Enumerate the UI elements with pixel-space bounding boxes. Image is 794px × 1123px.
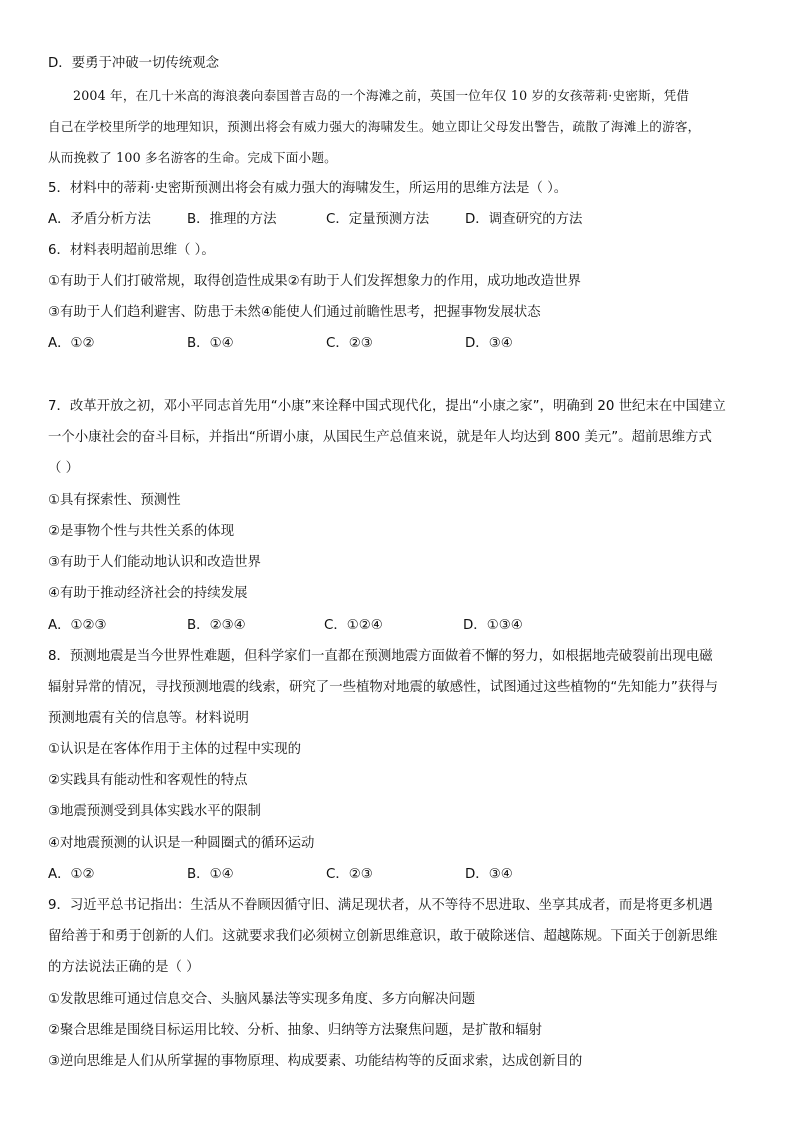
- question-6-stem: 6．材料表明超前思维（ ）。: [48, 243, 215, 258]
- question-8-stem-line-1: 8．预测地震是当今世界性难题，但科学家们一直都在预测地震方面做着不懈的努力，如根据地壳破裂前出现电磁: [48, 649, 713, 664]
- question-7-stem-line-1: 7．改革开放之初，邓小平同志首先用“小康”来诠释中国式现代化，提出“小康之家”，明确到 20 世纪末在中国建立: [48, 399, 726, 414]
- q8-item-3: ③地震预测受到具体实践水平的限制: [48, 804, 261, 819]
- q8-option-d[interactable]: D．③④: [465, 867, 513, 882]
- q5-option-b[interactable]: B．推理的方法: [187, 212, 277, 227]
- question-8-stem-line-2: 辐射异常的情况，寻找预测地震的线索，研究了一些植物对地震的敏感性，试图通过这些植物的“先知能力”获得与: [48, 680, 719, 695]
- question-5-options: [48, 210, 748, 230]
- q7-item-3: ③有助于人们能动地认识和改造世界: [48, 555, 261, 570]
- q6-item-1-2: ①有助于人们打破常规，取得创造性成果②有助于人们发挥想象力的作用，成功地改造世界: [48, 274, 581, 289]
- q7-item-4: ④有助于推动经济社会的持续发展: [48, 586, 248, 601]
- q8-option-b[interactable]: B．①④: [187, 867, 234, 882]
- q7-item-1: ①具有探索性、预测性: [48, 493, 181, 508]
- question-9-stem-line-2: 留给善于和勇于创新的人们。这就要求我们必须树立创新思维意识，敢于破除迷信、超越陈规。下面关于创新思维: [48, 929, 718, 944]
- material-paragraph-line-1: 2004 年，在几十米高的海浪袭向泰国普吉岛的一个海滩之前，英国一位年仅 10 岁的女孩蒂莉·史密斯，凭借: [73, 88, 690, 103]
- q7-option-a[interactable]: A．①②③: [48, 618, 107, 633]
- q7-item-2: ②是事物个性与共性关系的体现: [48, 524, 235, 539]
- question-8-options: [48, 865, 748, 885]
- question-9-stem-line-1: 9．习近平总书记指出：生活从不眷顾因循守旧、满足现状者，从不等待不思进取、坐享其成者，而是将更多机遇: [48, 898, 713, 913]
- q8-item-2: ②实践具有能动性和客观性的特点: [48, 773, 248, 788]
- q8-item-4: ④对地震预测的认识是一种圆圈式的循环运动: [48, 836, 315, 851]
- q8-option-c[interactable]: C．②③: [326, 867, 373, 882]
- q6-option-c[interactable]: C．②③: [326, 336, 373, 351]
- q6-option-a[interactable]: A．①②: [48, 336, 95, 351]
- option-d-previous-question: D．要勇于冲破一切传统观念: [48, 56, 219, 71]
- q5-option-d[interactable]: D．调查研究的方法: [465, 212, 583, 227]
- material-paragraph-line-3: 从而挽救了 100 多名游客的生命。完成下面小题。: [48, 150, 337, 165]
- q8-item-1: ①认识是在客体作用于主体的过程中实现的: [48, 742, 302, 757]
- q6-option-d[interactable]: D．③④: [465, 336, 513, 351]
- q6-item-3-4: ③有助于人们趋利避害、防患于未然④能使人们通过前瞻性思考，把握事物发展状态: [48, 305, 541, 320]
- q7-option-c[interactable]: C．①②④: [324, 618, 383, 633]
- question-9-stem-line-3: 的方法说法正确的是（ ）: [48, 960, 200, 975]
- question-5-stem: 5．材料中的蒂莉·史密斯预测出将会有威力强大的海啸发生，所运用的思维方法是（ ）。: [48, 181, 568, 196]
- question-7-options: [48, 616, 748, 636]
- material-paragraph-line-2: 自己在学校里所学的地理知识，预测出将会有威力强大的海啸发生。她立即让父母发出警告，疏散了海滩上的游客，: [48, 119, 701, 134]
- question-6-options: [48, 334, 748, 354]
- q9-item-1: ①发散思维可通过信息交合、头脑风暴法等实现多角度、多方向解决问题: [48, 992, 476, 1007]
- question-7-stem-line-2: 一个小康社会的奋斗目标，并指出“所谓小康，从国民生产总值来说，就是年人均达到 800 美元”。超前思维方式: [48, 430, 712, 445]
- q7-option-b[interactable]: B．②③④: [187, 618, 246, 633]
- q5-option-c[interactable]: C．定量预测方法: [326, 212, 430, 227]
- q7-option-d[interactable]: D．①③④: [463, 618, 523, 633]
- q9-item-2: ②聚合思维是围绕目标运用比较、分析、抽象、归纳等方法聚焦问题，是扩散和辐射: [48, 1023, 543, 1038]
- q6-option-b[interactable]: B．①④: [187, 336, 234, 351]
- question-8-stem-line-3: 预测地震有关的信息等。材料说明: [48, 711, 249, 726]
- question-7-stem-line-3: （ ）: [48, 461, 80, 476]
- q8-option-a[interactable]: A．①②: [48, 867, 95, 882]
- q5-option-a[interactable]: A．矛盾分析方法: [48, 212, 151, 227]
- q9-item-3: ③逆向思维是人们从所掌握的事物原理、构成要素、功能结构等的反面求索，达成创新目的: [48, 1054, 583, 1069]
